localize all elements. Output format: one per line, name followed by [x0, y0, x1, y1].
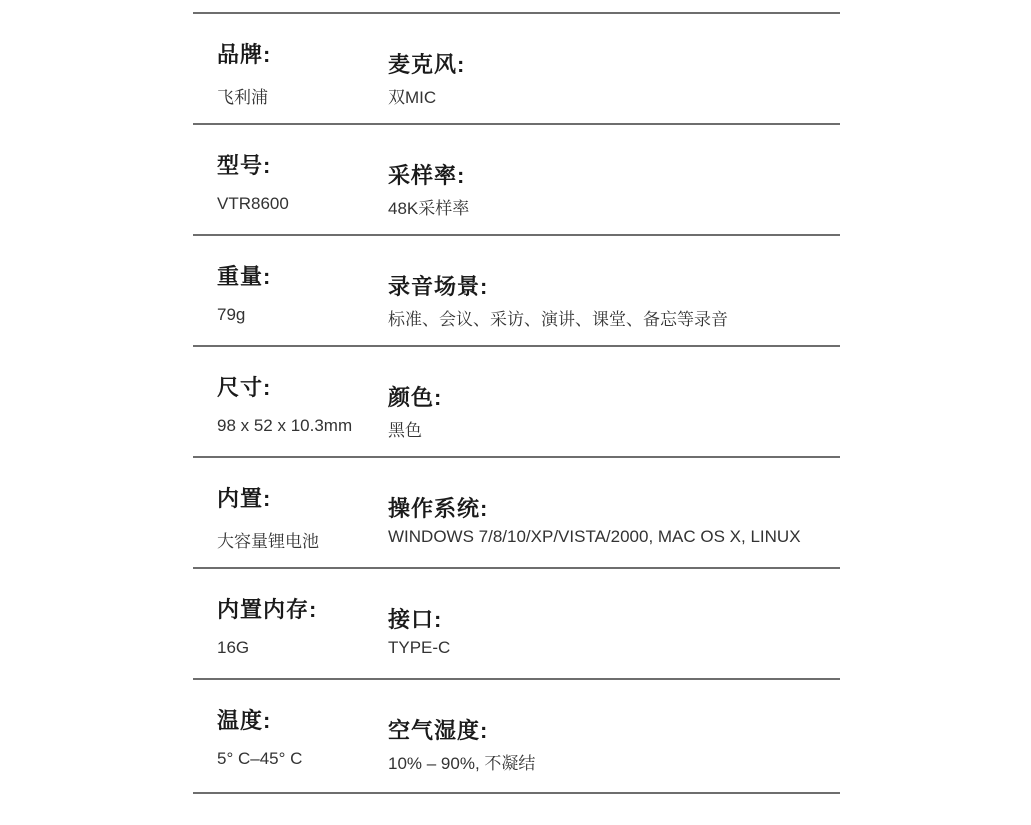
- spec-label-humidity: 空气湿度:: [388, 718, 489, 743]
- spec-label-microphone: 麦克风:: [388, 52, 466, 77]
- spec-label-weight: 重量:: [217, 264, 272, 289]
- spec-value-weight: 79g: [217, 305, 246, 324]
- spec-value-color: 黑色: [388, 421, 422, 440]
- spec-row-builtin: [193, 458, 840, 569]
- spec-table: [193, 12, 840, 794]
- spec-label-memory: 内置内存:: [217, 597, 318, 622]
- spec-row-model: [193, 125, 840, 236]
- spec-value-recording-scenes: 标准、会议、采访、演讲、课堂、备忘等录音: [388, 310, 728, 329]
- spec-value-memory: 16G: [217, 638, 250, 657]
- spec-label-temperature: 温度:: [217, 708, 272, 733]
- spec-label-os: 操作系统:: [388, 496, 489, 521]
- spec-value-humidity: 10% – 90%, 不凝结: [388, 754, 536, 773]
- spec-value-dimensions: 98 x 52 x 10.3mm: [217, 416, 353, 435]
- spec-value-sample-rate: 48K采样率: [388, 199, 470, 218]
- spec-value-interface: TYPE-C: [388, 638, 451, 657]
- spec-value-builtin: 大容量锂电池: [217, 532, 319, 551]
- spec-row-memory: [193, 569, 840, 680]
- spec-row-dimensions: [193, 347, 840, 458]
- spec-value-microphone: 双MIC: [388, 88, 437, 107]
- spec-value-brand: 飞利浦: [217, 88, 268, 107]
- spec-label-builtin: 内置:: [217, 486, 272, 511]
- spec-label-dimensions: 尺寸:: [217, 375, 272, 400]
- spec-row-weight: [193, 236, 840, 347]
- spec-row-brand: [193, 14, 840, 125]
- spec-label-brand: 品牌:: [217, 42, 272, 67]
- spec-label-interface: 接口:: [388, 607, 443, 632]
- spec-label-color: 颜色:: [388, 385, 443, 410]
- spec-label-recording-scenes: 录音场景:: [388, 274, 489, 299]
- spec-value-os: WINDOWS 7/8/10/XP/VISTA/2000, MAC OS X, LINUX: [388, 527, 801, 546]
- spec-row-temperature: [193, 680, 840, 794]
- spec-value-temperature: 5° C–45° C: [217, 749, 303, 768]
- spec-label-sample-rate: 采样率:: [388, 163, 466, 188]
- spec-label-model: 型号:: [217, 153, 272, 178]
- spec-value-model: VTR8600: [217, 194, 289, 213]
